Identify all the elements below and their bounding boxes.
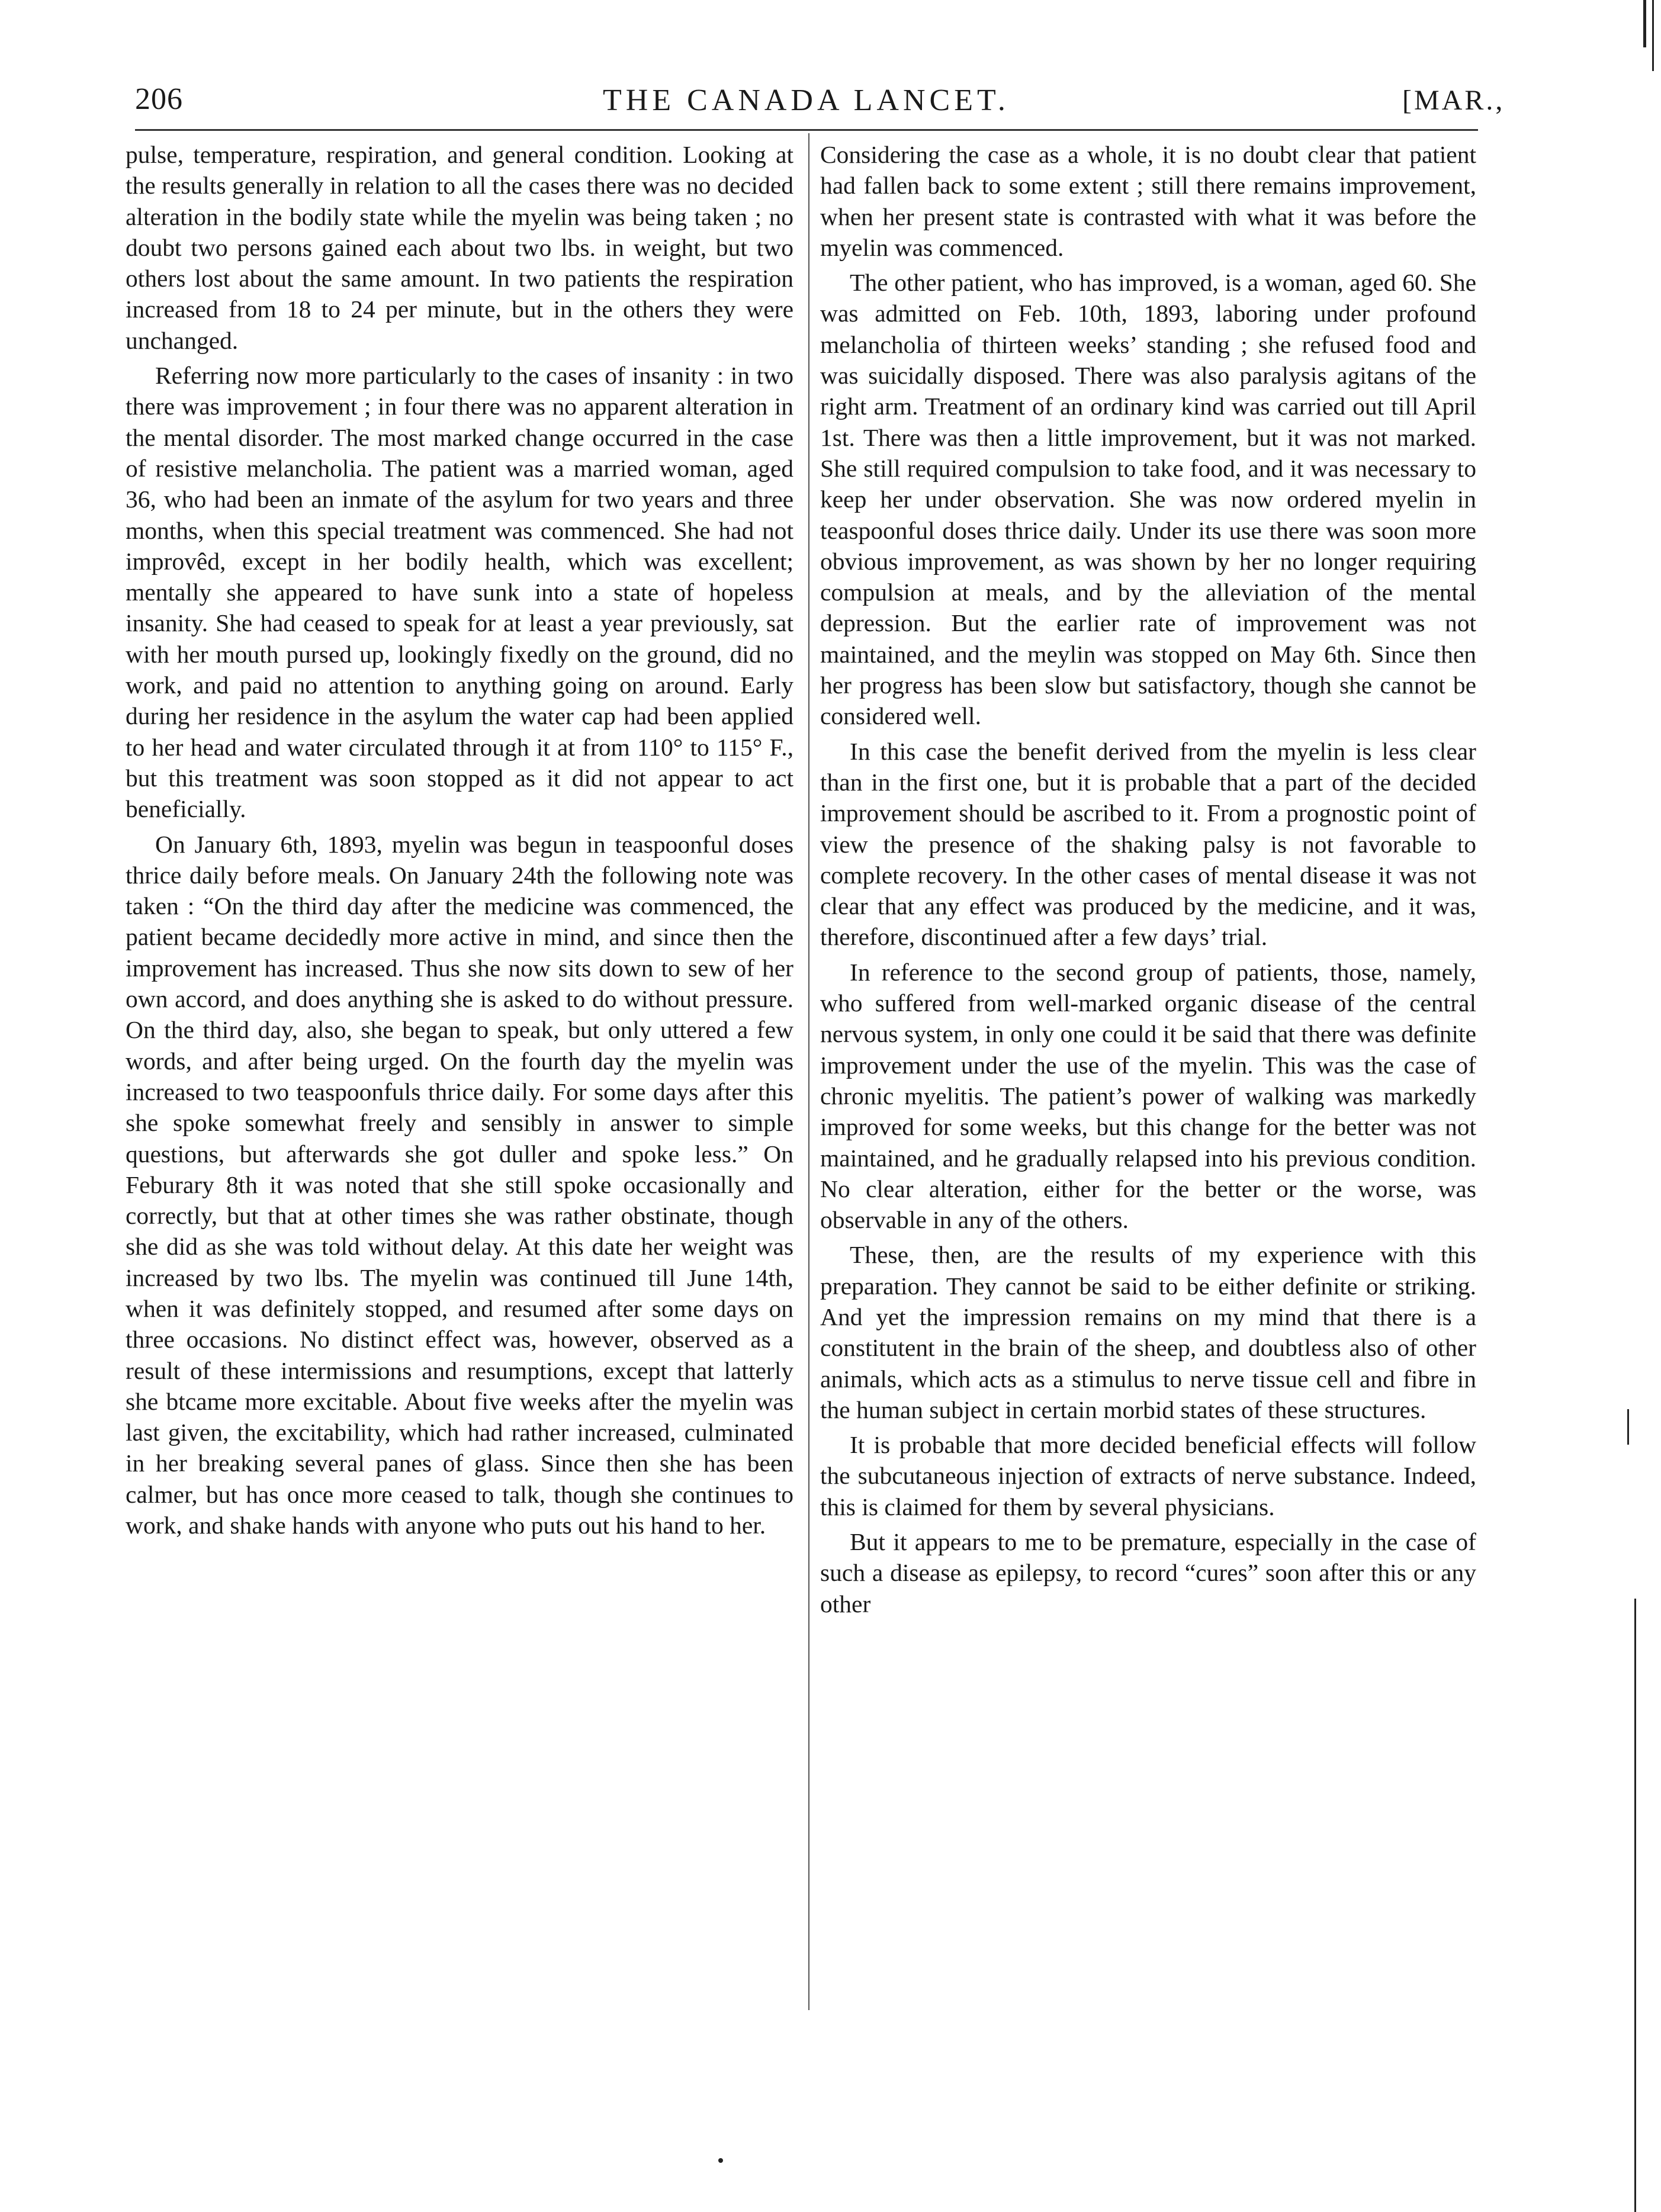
paragraph: It is probable that more decided beneficial effects will follow the subcutaneous injection of extracts of nerve substance. Indeed, this is claimed for them by several physicians. — [820, 1431, 1476, 1520]
journal-title: THE CANADA LANCET. — [603, 83, 1010, 117]
paragraph: In reference to the second group of patients, those, namely, who suffered from well-marked organic disease of the central nervous system, in only one could it be said that there was definite improvement under the use of the myelin. This was the case of chronic myelitis. The patient’s power of walking was markedly improved for some weeks, but this change for the better was not maintained, and he gradually relapsed into his previous condition. No clear alteration, either for the better or the worse, was observable in any of the others. — [820, 958, 1476, 1234]
paragraph: Considering the case as a whole, it is no doubt clear that patient had fallen back to some extent ; still there remains improvement, when her present state is contrasted with what it was before the myelin was commenced. — [820, 141, 1476, 261]
scan-edge-mark — [1627, 1409, 1629, 1445]
paragraph: But it appears to me to be premature, especially in the case of such a disease as epilepsy, to record “cures” soon after this or any other — [820, 1528, 1476, 1618]
paragraph: In this case the benefit derived from the myelin is less clear than in the first one, but it is probable that a part of the decided improvement should be ascribed to it. From a prognostic point of view the presence of the shaking palsy is not favorable to complete recovery. In the other cases of mental disease it was not clear that any effect was produced by the medicine, and it was, therefore, discontinued after a few days’ trial. — [820, 737, 1476, 951]
paragraph: The other patient, who has improved, is a woman, aged 60. She was admitted on Feb. 10th, 1893, laboring under profound melancholia of thirteen weeks’ standing ; she refused food and was suicidally disposed. There was also paralysis agitans of the right arm. Treatment of an ordinary kind was carried out till April 1st. There was then a little improvement, but it was not marked. She still required compulsion to take food, and it was necessary to keep her under observation. She was now ordered myelin in teaspoonful doses thrice daily. Under its use there was soon more obvious improvement, as was shown by her no longer requiring compulsion at meals, and by the alleviation of the mental depression. But the earlier rate of improvement was not maintained, and the meylin was stopped on May 6th. Since then her progress has been slow but satisfactory, though she cannot be considered well. — [820, 269, 1476, 730]
scan-speck — [718, 2158, 723, 2163]
header-rule — [135, 129, 1478, 131]
running-header — [135, 82, 1538, 123]
page-number: 206 — [135, 82, 183, 116]
paragraph: pulse, temperature, respiration, and general condition. Looking at the results generally in relation to all the cases there was no decided alteration in the bodily state while the myelin was being taken ; no doubt two persons gained each about two lbs. in weight, but two others lost about the same amount. In two patients the respiration increased from 18 to 24 per minute, but in the others they were unchanged. — [126, 141, 793, 354]
scan-edge-mark — [1652, 0, 1654, 71]
right-column — [820, 139, 1476, 1619]
paragraph: Referring now more particularly to the cases of insanity : in two there was improvement ; in four there was no apparent alteration in the mental disorder. The most marked change occurred in the case of resistive melancholia. The patient was a married woman, aged 36, who had been an inmate of the asylum for two years and three months, when this special treatment was commenced. She had not improvêd, except in her bodily health, which was excellent; mentally she appeared to have sunk into a state of hopeless insanity. She had ceased to speak for at least a year previously, sat with her mouth pursed up, lookingly fixedly on the ground, did no work, and paid no attention to anything going on around. Early during her residence in the asylum the water cap had been applied to her head and water circulated through it at from 110° to 115° F., but this treatment was soon stopped as it did not appear to act beneficially. — [126, 362, 793, 823]
paragraph: On January 6th, 1893, myelin was begun in teaspoonful doses thrice daily before meals. On January 24th the following note was taken : “On the third day after the medicine was commenced, the patient became decidedly more active in mind, and since then the improvement has increased. Thus she now sits down to sew of her own accord, and does anything she is asked to do without pressure. On the third day, also, she began to speak, but only uttered a few words, and after being urged. On the fourth day the myelin was increased to two teaspoonfuls thrice daily. For some days after this she spoke somewhat freely and sensibly in answer to simple questions, but afterwards she got duller and spoke less.” On Feburary 8th it was noted that she still spoke occasionally and correctly, but that at other times she was rather obstinate, though she did as she was told without delay. At this date her weight was increased by two lbs. The myelin was continued till June 14th, when it was definitely stopped, and resumed after some days on three occasions. No distinct effect was, however, observed as a result of these intermissions and resumptions, except that latterly she btcame more excitable. About five weeks after the myelin was last given, the excitability, which had rather increased, culminated in her breaking several panes of glass. Since then she has been calmer, but has once more ceased to talk, though she continues to work, and shake hands with anyone who puts out his hand to her. — [126, 830, 793, 1539]
paragraph: These, then, are the results of my experience with this preparation. They cannot be said to be either definite or striking. And yet the impression remains on my mind that there is a constitutent in the brain of the sheep, and doubtless also of other animals, which acts as a stimulus to nerve tissue cell and fibre in the human subject in certain morbid states of these structures. — [820, 1241, 1476, 1423]
column-divider — [808, 133, 809, 2010]
scan-edge-mark — [1634, 1599, 1636, 2212]
left-column — [126, 139, 793, 1541]
issue-month: [MAR., — [1402, 85, 1505, 116]
scan-edge-mark — [1643, 0, 1646, 47]
